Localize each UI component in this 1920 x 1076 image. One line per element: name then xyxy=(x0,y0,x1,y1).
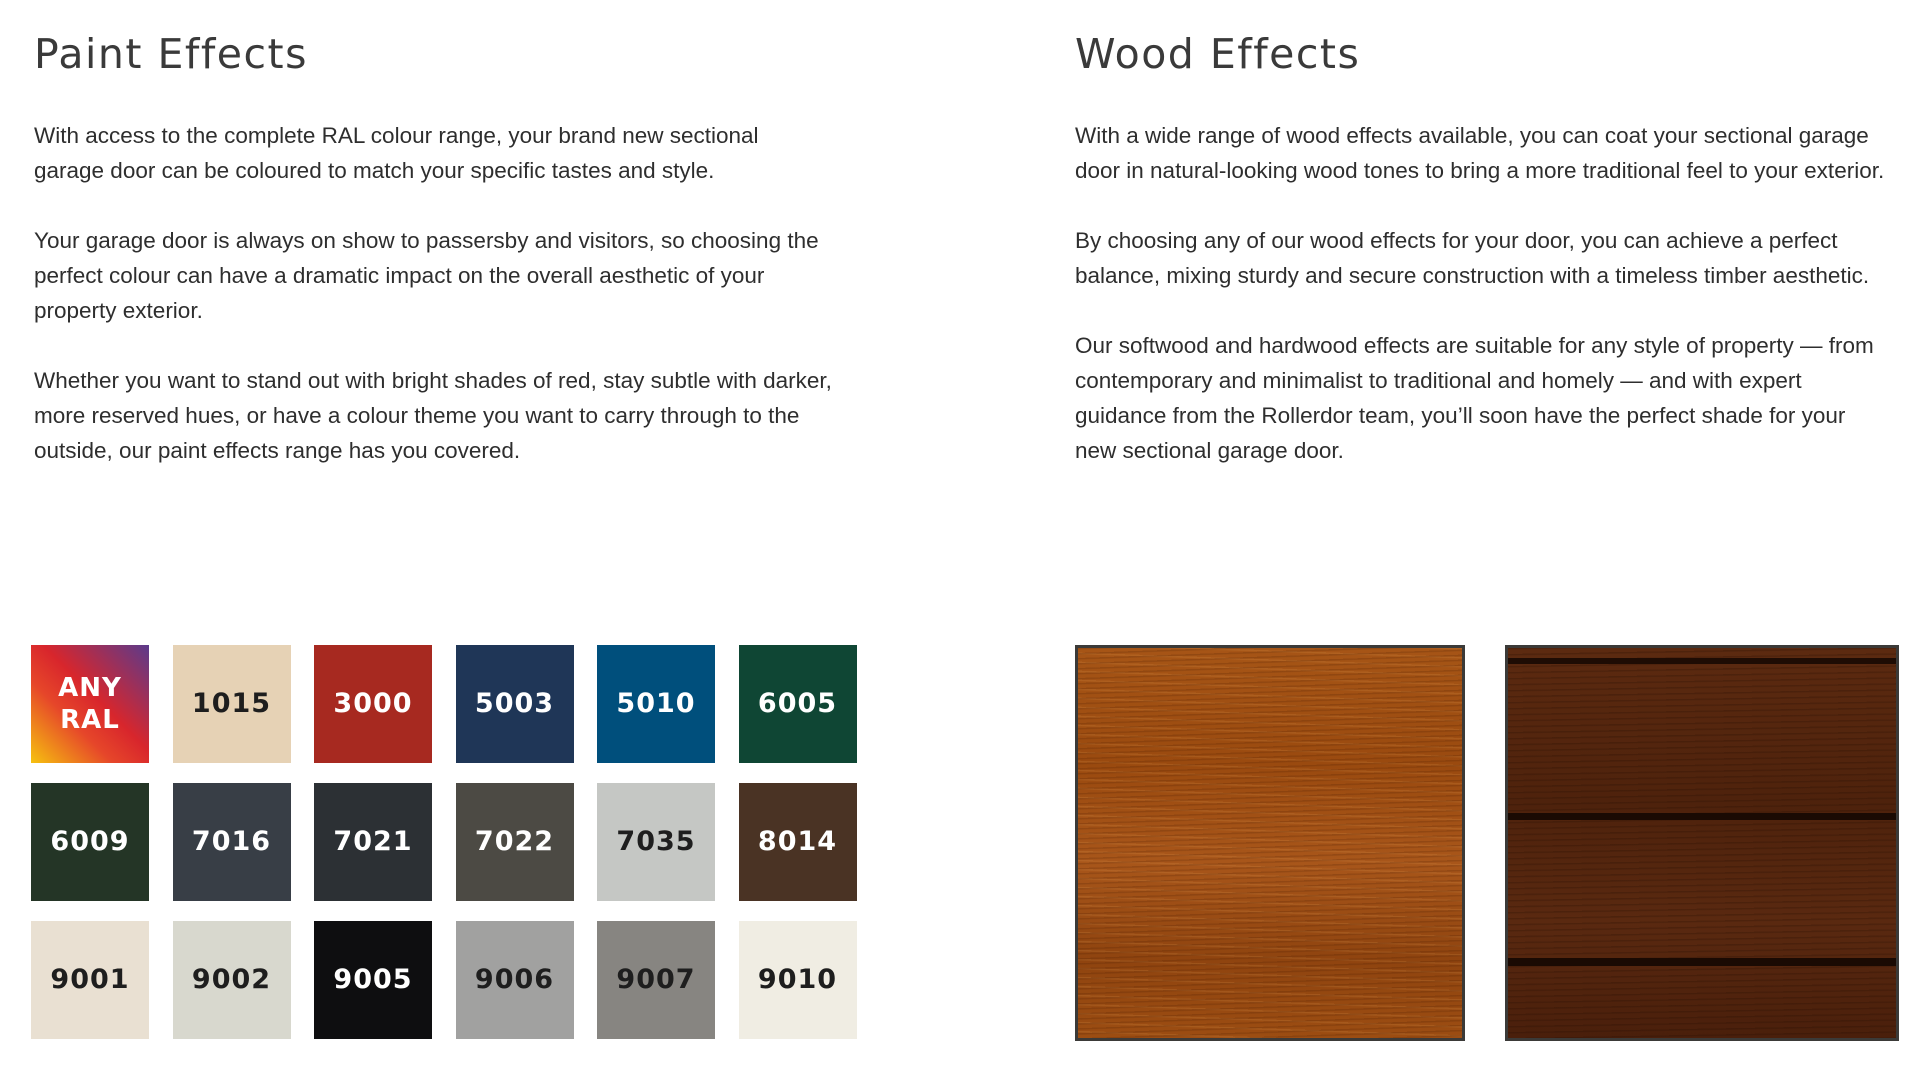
ral-swatch-1015: 1015 xyxy=(173,645,291,763)
paint-effects-text xyxy=(34,118,834,503)
ral-swatch-3000: 3000 xyxy=(314,645,432,763)
ral-swatch-7021: 7021 xyxy=(314,783,432,901)
wood-paragraph-1: With a wide range of wood effects available, you can coat your sectional garage door in natural-looking wood tones to bring a more traditional feel to your exterior. xyxy=(1075,123,1885,183)
ral-swatch-9002: 9002 xyxy=(173,921,291,1039)
dark-wood-effect-sample xyxy=(1505,645,1899,1041)
paint-paragraph-2: Your garage door is always on show to passersby and visitors, so choosing the perfect colour can have a dramatic impact on the overall aesthetic of your property exterior. xyxy=(34,228,819,323)
ral-swatch-5003: 5003 xyxy=(456,645,574,763)
ral-swatch-8014: 8014 xyxy=(739,783,857,901)
ral-colour-swatch-grid xyxy=(31,645,857,1039)
ral-swatch-5010: 5010 xyxy=(597,645,715,763)
wood-paragraph-3: Our softwood and hardwood effects are suitable for any style of property — from contemporary and minimalist to traditional and homely — and with expert guidance from the Rollerdor team, you’ll soon have the perfect shade for your new sectional garage door. xyxy=(1075,333,1874,463)
ral-swatch-9007: 9007 xyxy=(597,921,715,1039)
ral-swatch-9010: 9010 xyxy=(739,921,857,1039)
ral-swatch-7016: 7016 xyxy=(173,783,291,901)
wood-effects-heading: Wood Effects xyxy=(1075,30,1361,78)
paint-paragraph-3: Whether you want to stand out with bright shades of red, stay subtle with darker, more reserved hues, or have a colour theme you want to carry through to the outside, our paint effects range has you covered. xyxy=(34,368,832,463)
wood-effects-text xyxy=(1075,118,1885,503)
ral-swatch-9006: 9006 xyxy=(456,921,574,1039)
ral-swatch-9005: 9005 xyxy=(314,921,432,1039)
ral-swatch-7035: 7035 xyxy=(597,783,715,901)
paint-effects-heading: Paint Effects xyxy=(34,30,308,78)
light-wood-effect-sample xyxy=(1075,645,1465,1041)
ral-swatch-9001: 9001 xyxy=(31,921,149,1039)
ral-swatch-6005: 6005 xyxy=(739,645,857,763)
ral-swatch-7022: 7022 xyxy=(456,783,574,901)
wood-paragraph-2: By choosing any of our wood effects for your door, you can achieve a perfect balance, mixing sturdy and secure construction with a timeless timber aesthetic. xyxy=(1075,228,1870,288)
any-ral-swatch: ANY RAL xyxy=(31,645,149,763)
ral-swatch-6009: 6009 xyxy=(31,783,149,901)
paint-paragraph-1: With access to the complete RAL colour range, your brand new sectional garage door can be coloured to match your specific tastes and style. xyxy=(34,123,759,183)
